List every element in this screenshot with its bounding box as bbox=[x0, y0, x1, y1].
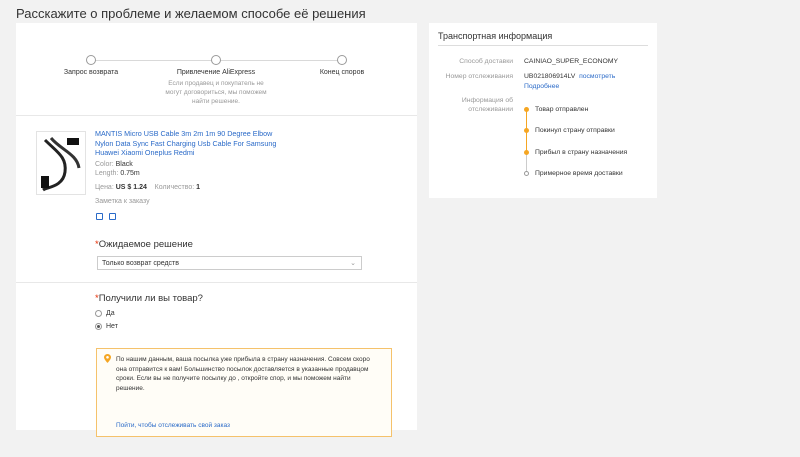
radio-option-yes[interactable] bbox=[95, 310, 115, 317]
price-value: US $ 1.24 bbox=[115, 184, 147, 191]
step-dot-2 bbox=[211, 55, 221, 65]
shipping-title: Транспортная информация bbox=[438, 31, 553, 41]
product-length bbox=[95, 170, 140, 177]
tracking-details-link[interactable]: Подробнее bbox=[524, 83, 560, 90]
product-length-label: Length: bbox=[95, 170, 119, 177]
received-label-text: Получили ли вы товар? bbox=[98, 293, 203, 304]
notice-text: По нашим данным, ваша посылка уже прибыла в страну назначения. Совсем скоро она отправится к вам! Большинство посылок доставляется в указанные продавцом сроки. Если вы не получите посылку до , откройте спор, и мы поможем найти решение. bbox=[116, 356, 370, 392]
required-mark: * bbox=[95, 293, 99, 304]
radio-yes[interactable] bbox=[95, 310, 102, 317]
tracking-info-label: Информация об отслеживании bbox=[461, 97, 513, 113]
radio-option-no[interactable] bbox=[95, 323, 118, 330]
resolution-label-text: Ожидаемое решение bbox=[98, 239, 193, 250]
tracking-event-4: Примерное время доставки bbox=[535, 170, 623, 177]
chevron-down-icon: ⌄ bbox=[350, 260, 356, 267]
price-label: Цена: bbox=[95, 184, 114, 191]
required-mark: * bbox=[95, 239, 99, 250]
tracking-dot-4 bbox=[524, 171, 529, 176]
dispute-form-card bbox=[16, 23, 417, 430]
tracking-dot-1 bbox=[524, 107, 529, 112]
delivery-notice bbox=[96, 348, 392, 437]
product-color-label: Color: bbox=[95, 161, 114, 168]
product-price bbox=[95, 184, 200, 191]
tracking-event-3: Прибыл в страну назначения bbox=[535, 149, 628, 156]
tracking-number-value: UB021806914LV bbox=[524, 73, 576, 80]
step-label-1: Запрос возврата bbox=[63, 69, 119, 76]
shipping-info-card bbox=[429, 23, 657, 198]
radio-no-label: Нет bbox=[106, 323, 118, 330]
order-note-label: Заметка к заказу bbox=[95, 198, 150, 205]
step-label-3: Конец споров bbox=[319, 69, 365, 76]
tracking-line-pending bbox=[526, 154, 527, 171]
tracking-event-2: Покинул страну отправки bbox=[535, 127, 615, 134]
radio-no[interactable] bbox=[95, 323, 102, 330]
page-title: Расскажите о проблеме и желаемом способе её решения bbox=[16, 6, 366, 21]
tracking-dot-3 bbox=[524, 150, 529, 155]
track-order-link[interactable]: Пойти, чтобы отслеживать свой заказ bbox=[116, 422, 230, 429]
product-color-value: Black bbox=[115, 161, 133, 168]
location-pin-icon bbox=[104, 354, 111, 363]
shipping-method-value: CAINIAO_SUPER_ECONOMY bbox=[524, 58, 619, 65]
step-dot-3 bbox=[337, 55, 347, 65]
image-upload-icon[interactable] bbox=[96, 213, 103, 220]
radio-yes-label: Да bbox=[106, 310, 115, 317]
tracking-number-label: Номер отслеживания bbox=[445, 73, 513, 80]
step-sub-2: Если продавец и покупатель не могут договориться, мы поможем найти решение. bbox=[165, 80, 267, 105]
product-length-value: 0.75m bbox=[120, 170, 140, 177]
product-image[interactable] bbox=[36, 131, 86, 195]
received-label bbox=[95, 293, 203, 304]
step-dot-1 bbox=[86, 55, 96, 65]
resolution-select[interactable] bbox=[97, 256, 362, 270]
qty-value: 1 bbox=[196, 184, 201, 191]
shipping-method-label: Способ доставки bbox=[459, 58, 513, 65]
divider bbox=[438, 45, 648, 46]
view-tracking-link[interactable]: посмотреть bbox=[579, 73, 616, 80]
product-color bbox=[95, 161, 133, 168]
qty-label: Количество: bbox=[154, 184, 195, 191]
divider bbox=[16, 282, 417, 283]
tracking-number-row bbox=[524, 72, 615, 81]
product-title-link[interactable]: MANTIS Micro USB Cable 3m 2m 1m 90 Degree Elbow Nylon Data Sync Fast Charging Usb Cable For Samsung Huawei Xiaomi Oneplus Redmi bbox=[95, 129, 277, 157]
attachment-icon[interactable] bbox=[109, 213, 116, 220]
resolution-label bbox=[95, 239, 193, 250]
tracking-dot-2 bbox=[524, 128, 529, 133]
resolution-selected: Только возврат средств bbox=[102, 260, 179, 267]
divider bbox=[16, 115, 417, 116]
step-label-2: Привлечение AliExpress bbox=[176, 69, 256, 76]
tracking-event-1: Товар отправлен bbox=[535, 106, 589, 113]
